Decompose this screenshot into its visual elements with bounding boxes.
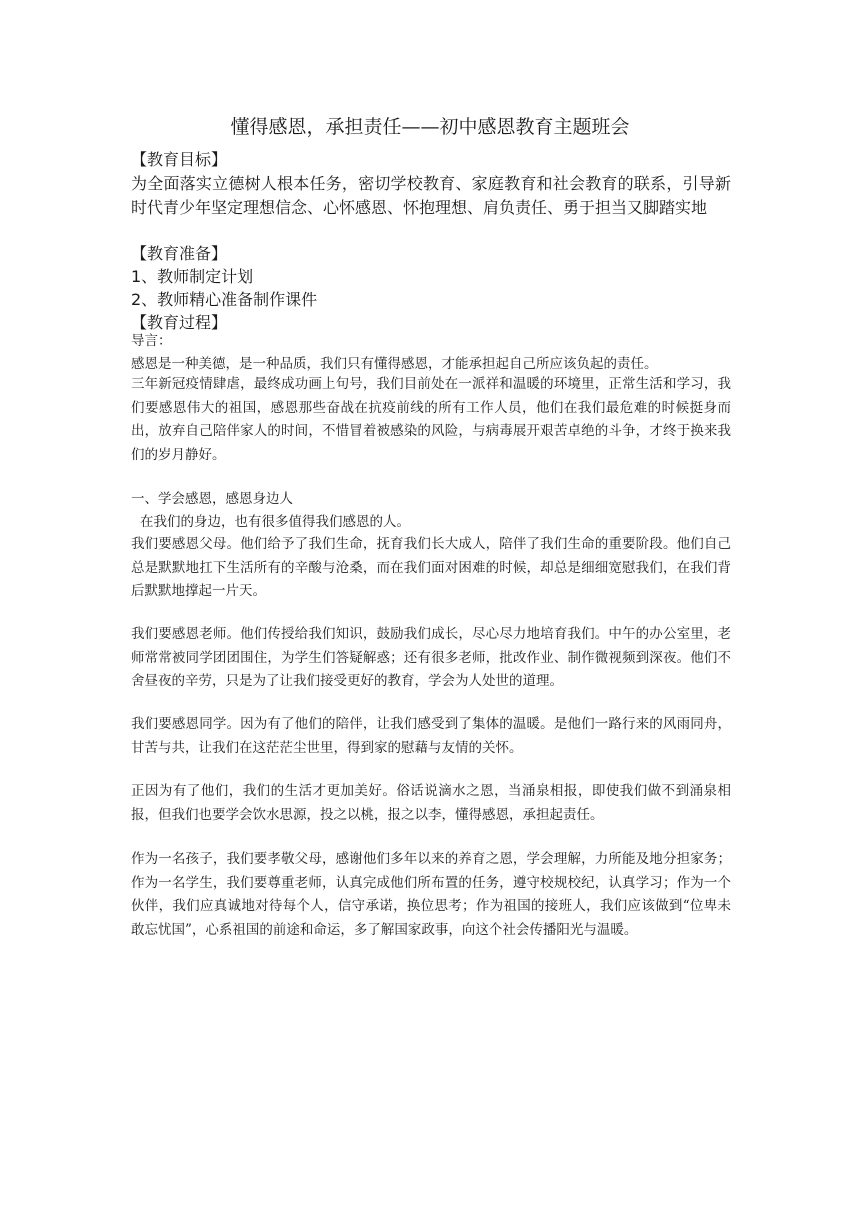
because-paragraph: 正因为有了他们，我们的生活才更加美好。俗话说滴水之恩，当涌泉相报，即使我们做不到涌泉相报，但我们也要学会饮水思源，投之以桃，报之以李，懂得感恩，承担起责任。 [131,783,731,823]
prep-item-2: 2、教师精心准备制作课件 [131,290,318,309]
section-1-heading: 一、学会感恩，感恩身边人 [131,491,293,507]
covid-paragraph: 三年新冠疫情肆虐，最终成功画上句号，我们目前处在一派祥和温暖的环境里，正常生活和学习，我们要感恩伟大的祖国，感恩那些奋战在抗疫前线的所有工作人员，他们在我们最危难的时候挺身而出，放弃自己陪伴家人的时间，不惜冒着被感染的风险，与病毒展开艰苦卓绝的斗争，才终于换来我们的岁月静好。 [131,376,731,463]
goal-text: 为全面落实立德树人根本任务，密切学校教育、家庭教育和社会教育的联系，引导新时代青少年坚定理想信念、心怀感恩、怀抱理想、肩负责任、勇于担当又脚踏实地 [131,174,731,217]
prep-heading: 【教育准备】 [131,244,228,263]
intro-label: 导言： [131,333,172,349]
intro-paragraph: 感恩是一种美德，是一种品质，我们只有懂得感恩，才能承担起自己所应该负起的责任。 [131,356,658,372]
document-title: 懂得感恩，承担责任——初中感恩教育主题班会 [230,116,630,138]
process-heading: 【教育过程】 [131,313,228,332]
roles-paragraph: 作为一名孩子，我们要孝敬父母，感谢他们多年以来的养育之恩，学会理解，力所能及地分担家务；作为一名学生，我们要尊重老师，认真完成他们所布置的任务，遵守校规校纪，认真学习；作为一个伙伴，我们应真诚地对待每个人，信守承诺，换位思考；作为祖国的接班人，我们应该做到“位卑未敢忘忧国”，心系祖国的前途和命运，多了解国家政事，向这个社会传播阳光与温暖。 [131,851,731,938]
goal-heading: 【教育目标】 [131,150,228,169]
parents-paragraph: 我们要感恩父母。他们给予了我们生命，抚育我们长大成人，陪伴了我们生命的重要阶段。他们自己总是默默地扛下生活所有的辛酸与沧桑，而在我们面对困难的时候，却总是细细宽慰我们，在我们背后默默地撑起一片天。 [131,536,731,599]
classmates-paragraph: 我们要感恩同学。因为有了他们的陪伴，让我们感受到了集体的温暖。是他们一路行来的风雨同舟，甘苦与共，让我们在这茫茫尘世里，得到家的慰藉与友情的关怀。 [131,716,731,756]
teachers-paragraph: 我们要感恩老师。他们传授给我们知识，鼓励我们成长，尽心尽力地培育我们。中午的办公室里，老师常常被同学团团围住，为学生们答疑解惑；还有很多老师，批改作业、制作微视频到深夜。他们不舍昼夜的辛劳，只是为了让我们接受更好的教育，学会为人处世的道理。 [131,626,731,689]
prep-item-1: 1、教师制定计划 [131,267,254,286]
section-1-lead: 在我们的身边，也有很多值得我们感恩的人。 [140,514,410,530]
